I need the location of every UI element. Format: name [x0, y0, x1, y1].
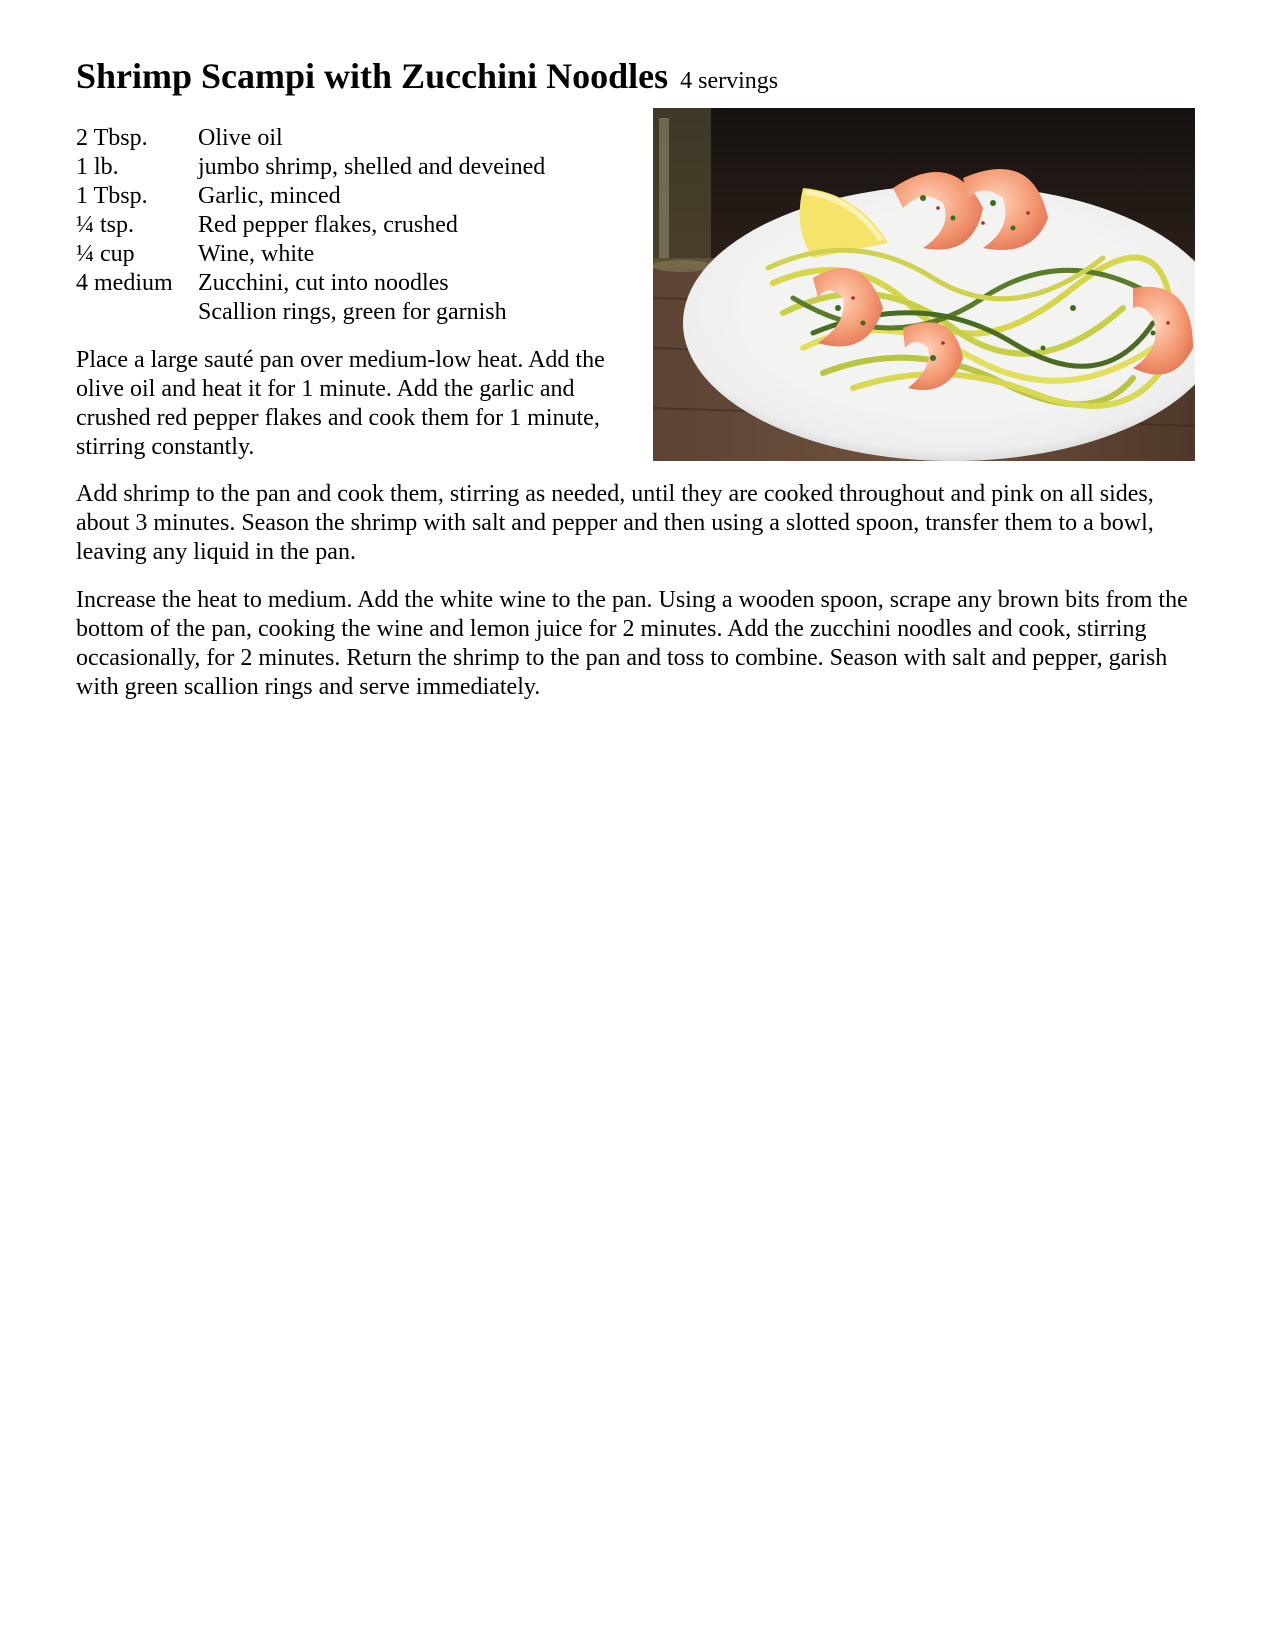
ingredient-quantity: ¼ cup — [76, 241, 135, 267]
title-row — [76, 52, 778, 105]
ingredient-quantity: 4 medium — [76, 270, 173, 296]
ingredient-item: Olive oil — [198, 125, 283, 151]
ingredient-list — [76, 124, 636, 327]
ingredient-row — [76, 269, 636, 298]
ingredient-item: Garlic, minced — [198, 183, 341, 209]
instruction-step: Add shrimp to the pan and cook them, stirring as needed, until they are cooked throughout and pink on all sides, about 3 minutes. Season the shrimp with salt and pepper and then using a slotted spoon, transfer them to a bowl, leaving any liquid in the pan. — [76, 481, 1154, 565]
ingredient-row — [76, 153, 636, 182]
ingredient-item: Red pepper flakes, crushed — [198, 212, 458, 238]
instruction-step: Increase the heat to medium. Add the white wine to the pan. Using a wooden spoon, scrape any brown bits from the bottom of the pan, cooking the wine and lemon juice for 2 minutes. Add the zucchini noodles and cook, stirring occasionally, for 2 minutes. Return the shrimp to the pan and toss to combine. Season with salt and pepper, garish with green scallion rings and serve immediately. — [76, 587, 1188, 700]
servings-label: 4 servings — [680, 68, 779, 94]
ingredient-quantity: 1 lb. — [76, 154, 119, 180]
ingredient-item: Scallion rings, green for garnish — [198, 299, 507, 325]
instruction-step: Place a large sauté pan over medium-low heat. Add the olive oil and heat it for 1 minute. Add the garlic and crushed red pepper flakes and cook them for 1 minute, stirring constantly. — [76, 347, 605, 460]
ingredient-item: Wine, white — [198, 241, 315, 267]
ingredient-item: Zucchini, cut into noodles — [198, 270, 449, 296]
ingredient-row — [76, 124, 636, 153]
ingredient-row — [76, 240, 636, 269]
ingredient-quantity: ¼ tsp. — [76, 212, 135, 238]
ingredient-quantity — [76, 298, 198, 327]
dish-photo — [653, 108, 1195, 461]
ingredient-row — [76, 182, 636, 211]
ingredient-item: jumbo shrimp, shelled and deveined — [198, 154, 546, 180]
ingredient-row — [76, 298, 636, 327]
ingredient-quantity: 1 Tbsp. — [76, 183, 148, 209]
ingredient-row — [76, 211, 636, 240]
recipe-title: Shrimp Scampi with Zucchini Noodles — [76, 56, 669, 96]
ingredient-quantity: 2 Tbsp. — [76, 125, 148, 151]
